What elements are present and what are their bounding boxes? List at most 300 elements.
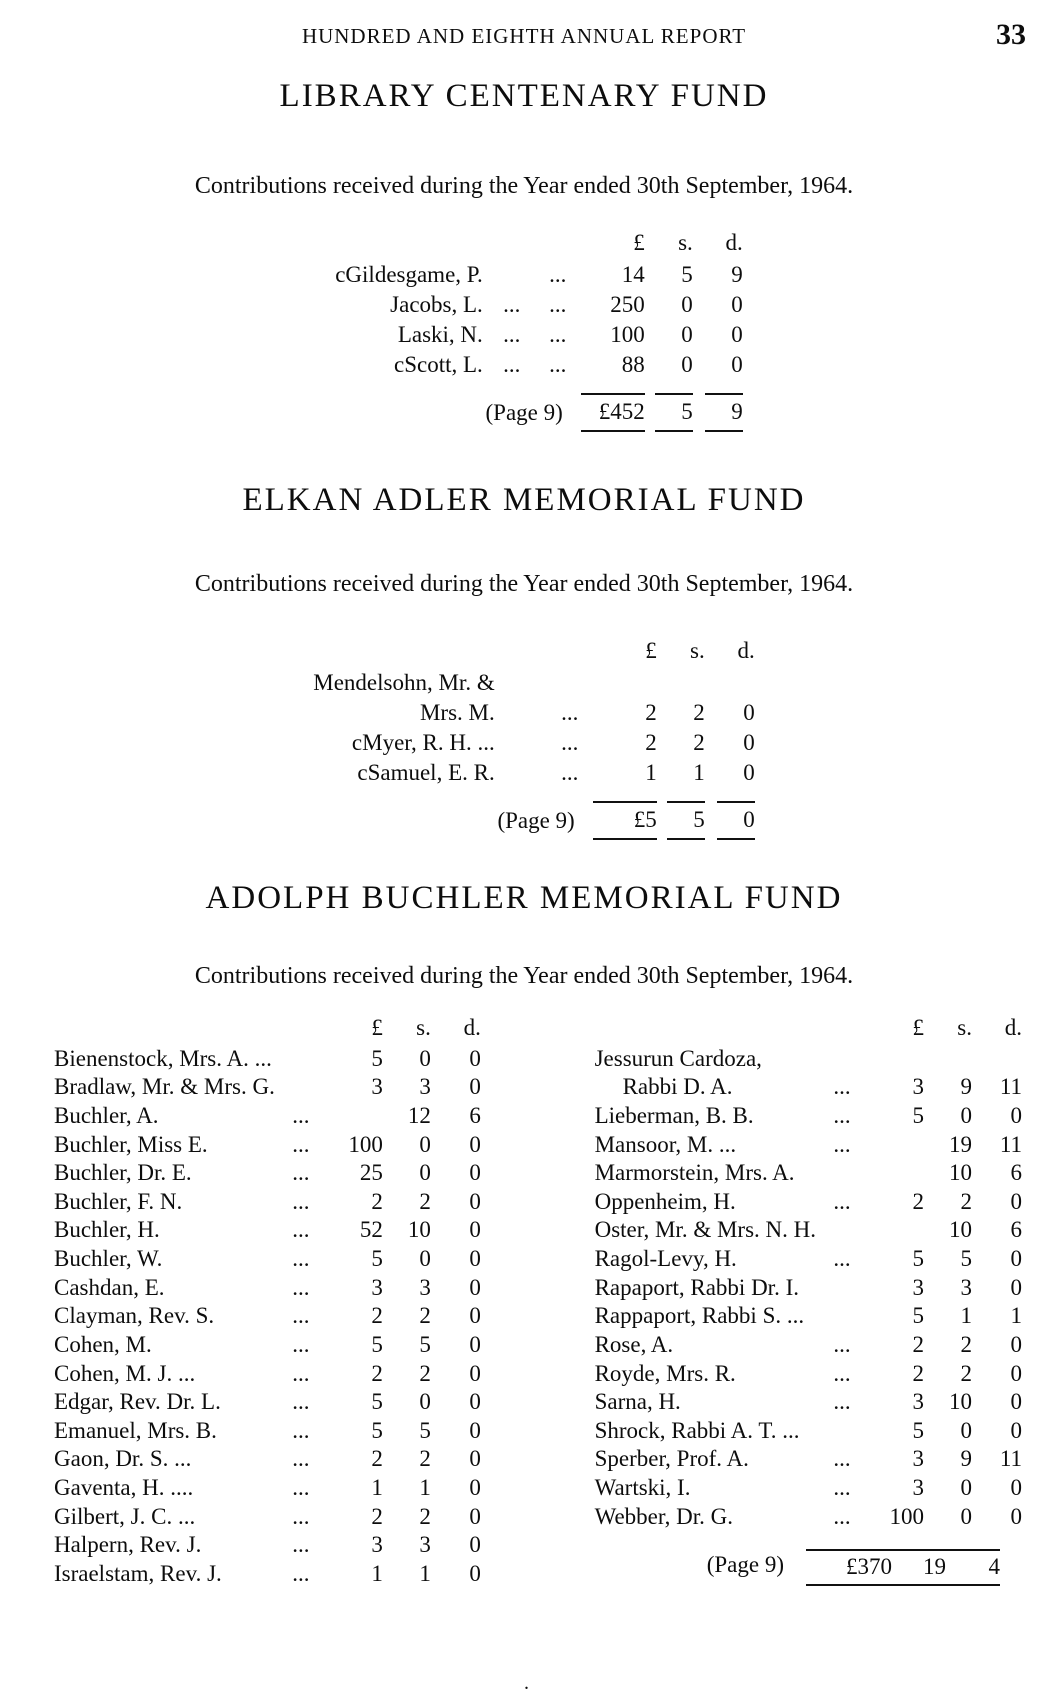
fund-section-adolph-buchler (0, 880, 1048, 1589)
row-leader: ... (292, 1188, 310, 1214)
row-shillings: 0 (960, 1475, 972, 1500)
row-shillings: 1 (419, 1475, 431, 1500)
row-leader: ... (292, 1360, 310, 1386)
table-row (54, 1131, 481, 1160)
row-shillings: 1 (419, 1560, 431, 1586)
row-pence: 0 (743, 729, 755, 755)
row-name: Jessurun Cardoza, (594, 1045, 762, 1071)
row-pound: 5 (371, 1246, 383, 1271)
row-pound (862, 1159, 924, 1188)
row-pound: 2 (371, 1446, 383, 1472)
header-shillings: s. (690, 638, 705, 663)
row-leader (822, 1417, 862, 1446)
table-row (335, 350, 743, 380)
row-pound: 2 (645, 699, 657, 725)
table-row (313, 698, 754, 728)
running-head-title: HUNDRED AND EIGHTH ANNUAL REPORT (301, 24, 747, 48)
row-pound: 3 (371, 1074, 383, 1100)
row-leader: ... (833, 1131, 851, 1157)
table-row (54, 1159, 481, 1188)
row-pence: 0 (469, 1389, 481, 1415)
row-leader: ... (833, 1360, 851, 1386)
row-pence: 0 (1010, 1188, 1022, 1214)
row-shillings: 2 (419, 1446, 431, 1472)
row-leader: ... (503, 351, 521, 377)
row-name: Buchler, F. N. (54, 1188, 183, 1214)
total-label: (Page 9) (485, 399, 563, 425)
row-shillings: 10 (407, 1217, 431, 1243)
table-row (595, 1102, 1022, 1131)
row-pence: 0 (1010, 1475, 1022, 1500)
running-head (0, 18, 1048, 58)
row-shillings: 5 (419, 1331, 431, 1357)
row-name: Buchler, H. (54, 1217, 160, 1243)
fund-title: ELKAN ADLER MEMORIAL FUND (242, 482, 806, 518)
contributions-table (335, 228, 743, 432)
row-shillings: 5 (960, 1246, 972, 1271)
row-pound: 3 (912, 1274, 924, 1300)
row-name: Ragol-Levy, H. (594, 1246, 737, 1271)
row-shillings (924, 1045, 972, 1074)
row-leader: ... (833, 1102, 851, 1128)
header-pence: d. (737, 638, 755, 663)
row-name: Rapaport, Rabbi Dr. I. (594, 1274, 799, 1300)
table-row (335, 320, 743, 350)
row-name: Halpern, Rev. J. (54, 1532, 202, 1558)
row-pence: 0 (469, 1475, 481, 1500)
row-pound: 2 (371, 1303, 383, 1329)
row-pound: 3 (912, 1389, 924, 1415)
row-shillings: 0 (681, 321, 693, 347)
total-label: (Page 9) (497, 807, 575, 833)
table-row (54, 1531, 481, 1560)
row-pound: 100 (889, 1503, 924, 1529)
row-shillings: 0 (681, 351, 693, 377)
row-leader: ... (292, 1446, 310, 1472)
header-pence: d. (463, 1015, 481, 1040)
row-pound: 5 (912, 1303, 924, 1329)
row-shillings: 10 (949, 1217, 972, 1243)
row-pence: 0 (731, 321, 743, 347)
row-leader: ... (292, 1217, 310, 1243)
table-row (335, 290, 743, 320)
row-name: Rappaport, Rabbi S. ... (594, 1303, 805, 1329)
row-name: Bradlaw, Mr. & Mrs. G. (54, 1074, 275, 1100)
table-row (54, 1188, 481, 1217)
table-row (54, 1503, 481, 1532)
row-pence: 0 (469, 1217, 481, 1243)
row-pence: 0 (469, 1303, 481, 1329)
table-header-row (313, 636, 754, 668)
row-pound: 25 (359, 1160, 383, 1186)
row-pence: 0 (743, 759, 755, 785)
table-row (595, 1159, 1022, 1188)
row-leader: ... (292, 1303, 310, 1329)
row-leader (822, 1216, 862, 1245)
fund-title: ADOLPH BUCHLER MEMORIAL FUND (205, 880, 843, 916)
row-shillings: 12 (407, 1102, 431, 1128)
table-row (313, 728, 754, 758)
row-pence: 9 (731, 261, 743, 287)
row-shillings: 2 (693, 699, 705, 725)
row-leader (281, 1073, 321, 1102)
row-name: Webber, Dr. G. (594, 1503, 733, 1529)
row-pound: 100 (348, 1131, 383, 1157)
row-pound: 250 (610, 291, 645, 317)
row-shillings (657, 668, 705, 698)
table-row (595, 1131, 1022, 1160)
row-pound: 2 (912, 1360, 924, 1386)
row-shillings: 9 (960, 1446, 972, 1472)
row-pence: 1 (1010, 1303, 1022, 1329)
row-leader: ... (549, 261, 567, 287)
row-name: Emanuel, Mrs. B. (54, 1417, 217, 1443)
row-leader (822, 1045, 862, 1074)
row-name: Sperber, Prof. A. (594, 1446, 749, 1472)
row-name: Bienenstock, Mrs. A. ... (54, 1045, 272, 1071)
table-total-row (335, 379, 743, 432)
row-pence: 0 (731, 291, 743, 317)
row-leader: ... (292, 1560, 310, 1586)
row-shillings: 5 (681, 261, 693, 287)
row-shillings: 3 (419, 1274, 431, 1300)
row-name: Sarna, H. (594, 1389, 681, 1415)
row-name: Rose, A. (594, 1331, 674, 1357)
table-row (54, 1274, 481, 1303)
header-shillings: s. (678, 230, 693, 255)
row-shillings: 9 (960, 1074, 972, 1100)
row-shillings: 1 (960, 1303, 972, 1329)
row-pence (972, 1045, 1022, 1074)
row-pence: 0 (469, 1074, 481, 1100)
fund-subtitle: Contributions received during the Year ended 30th September, 1964. (194, 173, 854, 199)
row-pound: 2 (912, 1188, 924, 1214)
row-name: cSamuel, E. R. (357, 759, 495, 785)
row-leader: ... (833, 1503, 851, 1529)
row-name: Cohen, M. J. ... (54, 1360, 196, 1386)
row-pence: 11 (999, 1446, 1022, 1472)
row-name: Oppenheim, H. (594, 1188, 736, 1214)
table-row (595, 1360, 1022, 1389)
row-shillings: 5 (419, 1417, 431, 1443)
row-leader: ... (292, 1131, 310, 1157)
table-row (313, 758, 754, 788)
row-pound (862, 1131, 924, 1160)
table-row (595, 1045, 1022, 1074)
row-shillings: 0 (419, 1045, 431, 1071)
row-shillings: 0 (419, 1246, 431, 1271)
row-leader: ... (292, 1475, 310, 1500)
header-pound: £ (645, 638, 657, 663)
row-shillings: 2 (960, 1331, 972, 1357)
left-column (54, 1014, 481, 1589)
row-pound: 2 (371, 1503, 383, 1529)
row-pound (862, 1216, 924, 1245)
fund-title: LIBRARY CENTENARY FUND (279, 78, 769, 114)
row-pence: 11 (999, 1131, 1022, 1157)
row-name: Mendelsohn, Mr. & (313, 669, 495, 695)
row-pound: 3 (371, 1274, 383, 1300)
header-pence: d. (1004, 1015, 1022, 1040)
table-row (595, 1503, 1022, 1532)
row-name: Mansoor, M. ... (594, 1131, 737, 1157)
total-pence: 4 (988, 1554, 1000, 1580)
row-name: Gaon, Dr. S. ... (54, 1446, 192, 1472)
table-row (595, 1216, 1022, 1245)
row-leader: ... (292, 1503, 310, 1529)
table-row (54, 1245, 481, 1274)
row-name: cMyer, R. H. ... (351, 729, 495, 755)
row-leader: ... (549, 291, 567, 317)
table-row (54, 1417, 481, 1446)
row-pence: 0 (1010, 1102, 1022, 1128)
row-pound: 1 (371, 1475, 383, 1500)
contributions-table-left (54, 1014, 481, 1589)
row-shillings: 2 (693, 729, 705, 755)
row-pound: 3 (371, 1532, 383, 1558)
row-pence: 0 (469, 1274, 481, 1300)
row-shillings: 19 (949, 1131, 972, 1157)
table-row (595, 1274, 1022, 1303)
row-name: Marmorstein, Mrs. A. (594, 1160, 795, 1186)
row-shillings: 0 (419, 1389, 431, 1415)
row-leader: ... (292, 1417, 310, 1443)
row-name: Israelstam, Rev. J. (54, 1560, 222, 1586)
row-name: Royde, Mrs. R. (594, 1360, 736, 1386)
row-pound: 1 (645, 759, 657, 785)
page-footer-mark: . (524, 1672, 529, 1694)
header-pence: d. (725, 230, 743, 255)
row-pence: 0 (469, 1560, 481, 1586)
header-pound: £ (633, 230, 645, 255)
row-leader: ... (292, 1532, 310, 1558)
row-leader: ... (549, 351, 567, 377)
header-pound: £ (912, 1015, 924, 1040)
row-pence: 0 (469, 1503, 481, 1529)
row-name: Cashdan, E. (54, 1274, 165, 1300)
header-pound: £ (371, 1015, 383, 1040)
row-pound: 2 (912, 1331, 924, 1357)
row-pence: 0 (1010, 1503, 1022, 1529)
table-total-row (595, 1549, 1022, 1586)
row-pence: 0 (469, 1160, 481, 1186)
row-name: Gilbert, J. C. ... (54, 1503, 196, 1529)
row-pence: 0 (469, 1131, 481, 1157)
row-name: Gaventa, H. .... (54, 1475, 194, 1500)
row-leader: ... (503, 321, 521, 347)
row-name: Buchler, W. (54, 1246, 163, 1271)
table-row (595, 1445, 1022, 1474)
total-pound: £5 (593, 801, 657, 840)
table-row (595, 1417, 1022, 1446)
row-pound: 5 (371, 1045, 383, 1071)
total-shillings: 5 (655, 393, 693, 432)
row-name: Mrs. M. (419, 699, 495, 725)
table-row (54, 1474, 481, 1503)
table-row (595, 1302, 1022, 1331)
total-pence: 9 (705, 393, 743, 432)
table-row (595, 1388, 1022, 1417)
row-pence: 6 (1010, 1160, 1022, 1186)
total-shillings: 5 (667, 801, 705, 840)
table-row (54, 1302, 481, 1331)
row-shillings: 1 (693, 759, 705, 785)
table-row (595, 1331, 1022, 1360)
row-pound: 2 (645, 729, 657, 755)
row-pence: 0 (469, 1331, 481, 1357)
row-pence: 0 (469, 1446, 481, 1472)
right-column (595, 1014, 1022, 1589)
table-row (595, 1245, 1022, 1274)
header-shillings: s. (957, 1015, 972, 1040)
row-pence: 0 (1010, 1274, 1022, 1300)
row-pound: 5 (371, 1331, 383, 1357)
table-row (595, 1188, 1022, 1217)
row-pence: 0 (469, 1532, 481, 1558)
row-shillings: 0 (960, 1503, 972, 1529)
row-pound: 100 (610, 321, 645, 347)
row-leader: ... (292, 1331, 310, 1357)
table-total-row (313, 787, 754, 840)
row-shillings: 0 (960, 1102, 972, 1128)
row-leader (822, 1274, 862, 1303)
row-shillings: 3 (960, 1274, 972, 1300)
row-leader (547, 668, 593, 698)
row-name: Edgar, Rev. Dr. L. (54, 1389, 221, 1415)
row-leader: ... (292, 1274, 310, 1300)
row-leader: ... (292, 1389, 310, 1415)
row-pound: 5 (371, 1417, 383, 1443)
row-leader: ... (561, 729, 579, 755)
row-leader: ... (292, 1102, 310, 1128)
row-pound: 2 (371, 1188, 383, 1214)
row-leader: ... (503, 291, 521, 317)
row-pence: 0 (469, 1188, 481, 1214)
row-pound: 3 (912, 1446, 924, 1472)
row-shillings: 2 (419, 1303, 431, 1329)
total-pound: £370 (846, 1554, 892, 1580)
row-leader: ... (833, 1446, 851, 1472)
row-shillings: 2 (419, 1503, 431, 1529)
row-pound: 5 (371, 1389, 383, 1415)
row-shillings: 0 (419, 1160, 431, 1186)
row-shillings: 0 (419, 1131, 431, 1157)
table-row (54, 1331, 481, 1360)
row-pence: 0 (469, 1417, 481, 1443)
row-name: cGildesgame, P. (335, 261, 483, 287)
row-shillings: 2 (419, 1188, 431, 1214)
table-row (54, 1045, 481, 1074)
row-leader (822, 1302, 862, 1331)
row-pound: 5 (912, 1246, 924, 1271)
row-leader (501, 698, 547, 728)
total-shillings: 19 (923, 1554, 946, 1580)
table-row (54, 1360, 481, 1389)
row-pence: 0 (1010, 1246, 1022, 1271)
row-pound (862, 1045, 924, 1074)
row-pound: 52 (359, 1217, 383, 1243)
row-pound: 14 (621, 261, 645, 287)
row-leader: ... (549, 321, 567, 347)
row-pence: 0 (469, 1246, 481, 1271)
row-pound: 3 (912, 1074, 924, 1100)
row-pence: 0 (1010, 1417, 1022, 1443)
row-pound: 88 (621, 351, 645, 377)
row-leader: ... (833, 1389, 851, 1415)
row-pound: 2 (371, 1360, 383, 1386)
contributions-table-right (595, 1014, 1022, 1531)
row-shillings: 10 (949, 1160, 972, 1186)
row-pence: 11 (999, 1074, 1022, 1100)
table-header-row (595, 1014, 1022, 1045)
table-row (54, 1216, 481, 1245)
fund-section-elkan-adler (0, 482, 1048, 840)
row-leader: ... (833, 1246, 851, 1271)
total-label: (Page 9) (706, 1552, 784, 1578)
row-pence (705, 668, 755, 698)
table-row (54, 1388, 481, 1417)
fund-subtitle: Contributions received during the Year ended 30th September, 1964. (194, 571, 854, 597)
row-name: cScott, L. (393, 351, 483, 377)
row-pound: 3 (912, 1475, 924, 1500)
row-pound: 1 (371, 1560, 383, 1586)
row-leader (281, 1045, 321, 1074)
row-name: Cohen, M. (54, 1331, 152, 1357)
row-shillings: 10 (949, 1389, 972, 1415)
page-number: 33 (996, 18, 1026, 51)
row-shillings: 0 (960, 1417, 972, 1443)
total-pound: £452 (581, 393, 645, 432)
fund-section-library-centenary (0, 78, 1048, 432)
row-leader: ... (561, 699, 579, 725)
contributions-table (313, 636, 754, 840)
row-pound (593, 668, 657, 698)
row-leader: ... (292, 1160, 310, 1186)
row-leader: ... (292, 1246, 310, 1271)
row-name: Rabbi D. A. (622, 1074, 733, 1100)
row-leader (822, 1159, 862, 1188)
row-leader (489, 260, 535, 290)
row-name: Shrock, Rabbi A. T. ... (594, 1417, 800, 1443)
row-pound (321, 1102, 383, 1131)
row-name: Oster, Mr. & Mrs. N. H. (594, 1217, 816, 1243)
table-row (595, 1474, 1022, 1503)
row-leader (501, 668, 547, 698)
row-pound: 5 (912, 1417, 924, 1443)
row-shillings: 3 (419, 1532, 431, 1558)
row-pence: 0 (469, 1360, 481, 1386)
total-pence: 0 (717, 801, 755, 840)
row-name: Jacobs, L. (390, 291, 483, 317)
row-name: Lieberman, B. B. (594, 1102, 754, 1128)
row-name: Wartski, I. (594, 1475, 691, 1500)
row-leader: ... (833, 1331, 851, 1357)
table-row (313, 668, 754, 698)
row-shillings: 2 (419, 1360, 431, 1386)
row-pound: 5 (912, 1102, 924, 1128)
row-shillings: 3 (419, 1074, 431, 1100)
row-leader: ... (833, 1074, 851, 1100)
row-shillings: 2 (960, 1188, 972, 1214)
table-row (54, 1560, 481, 1589)
row-leader: ... (833, 1188, 851, 1214)
row-name: Clayman, Rev. S. (54, 1303, 215, 1329)
table-row (54, 1073, 481, 1102)
header-shillings: s. (416, 1015, 431, 1040)
row-pence: 0 (743, 699, 755, 725)
row-pence: 6 (1010, 1217, 1022, 1243)
fund-subtitle: Contributions received during the Year ended 30th September, 1964. (194, 963, 854, 989)
